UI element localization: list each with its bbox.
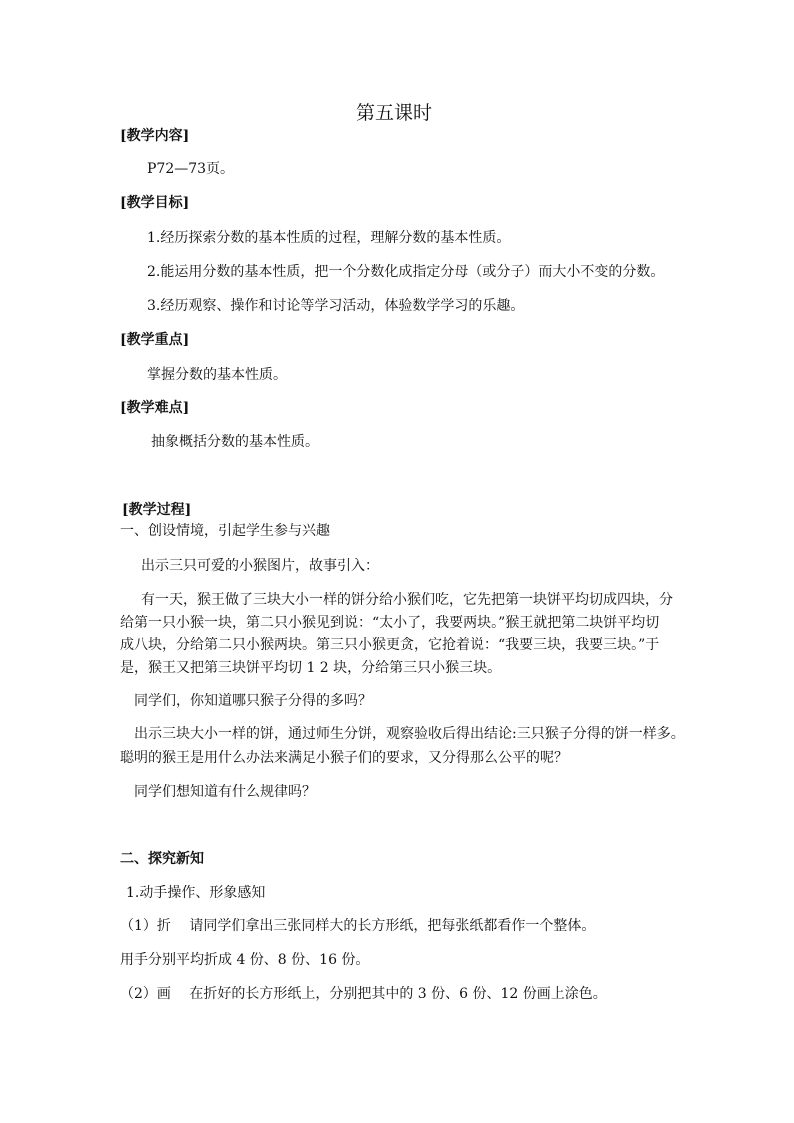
process-heading: [教学过程] xyxy=(122,502,192,518)
question-2: 同学们想知道有什么规律吗？ xyxy=(134,784,316,800)
fold-line: （1）折 请同学们拿出三张同样大的长方形纸，把每张纸都看作一个整体。 xyxy=(120,918,596,934)
step-1: 1.动手操作、形象感知 xyxy=(126,885,266,901)
fold-line-2: 用手分别平均折成 4 份、8 份、16 份。 xyxy=(120,952,370,968)
goal-item: 2.能运用分数的基本性质，把一个分数化成指定分母（或分子）而大小不变的分数。 xyxy=(147,264,665,280)
story-line: 给第一只小猴一块，第二只小猴见到说：“太小了，我要两块。”猴王就把第二块饼平均切 xyxy=(120,615,660,631)
content-text: P72—73页。 xyxy=(147,161,235,177)
goal-item: 3.经历观察、操作和讨论等学习活动，体验数学学习的乐趣。 xyxy=(147,298,525,314)
key-text: 掌握分数的基本性质。 xyxy=(147,367,287,383)
section1-title: 一、创设情境，引起学生参与兴趣 xyxy=(120,523,330,539)
page-title: 第五课时 xyxy=(356,102,433,124)
story-line: 有一天，猴王做了三块大小一样的饼分给小猴们吃，它先把第一块饼平均切成四块，分 xyxy=(141,592,673,608)
result-line: 出示三块大小一样的饼，通过师生分饼，观察验收后得出结论:三只猴子分得的饼一样多。 xyxy=(134,726,685,742)
question-1: 同学们，你知道哪只猴子分得的多吗？ xyxy=(134,693,372,709)
goals-heading: [教学目标] xyxy=(120,195,190,211)
draw-line: （2）画 在折好的长方形纸上，分别把其中的 3 份、6 份、12 份画上涂色。 xyxy=(120,986,607,1002)
result-line: 聪明的猴王是用什么办法来满足小猴子们的要求，又分得那么公平的呢？ xyxy=(120,750,568,766)
difficulty-heading: [教学难点] xyxy=(120,400,190,416)
section1-intro: 出示三只可爱的小猴图片，故事引入： xyxy=(141,558,379,574)
goal-item: 1.经历探索分数的基本性质的过程，理解分数的基本性质。 xyxy=(147,230,511,246)
key-heading: [教学重点] xyxy=(120,332,190,348)
content-heading: [教学内容] xyxy=(120,128,190,144)
difficulty-text: 抽象概括分数的基本性质。 xyxy=(151,434,319,450)
story-line: 是，猴王又把第三块饼平均切 1 2 块，分给第三只小猴三块。 xyxy=(120,660,502,676)
story-line: 成八块，分给第二只小猴两块。第三只小猴更贪，它抢着说：“我要三块，我要三块。”于 xyxy=(120,637,660,653)
section2-title: 二、探究新知 xyxy=(120,851,204,867)
